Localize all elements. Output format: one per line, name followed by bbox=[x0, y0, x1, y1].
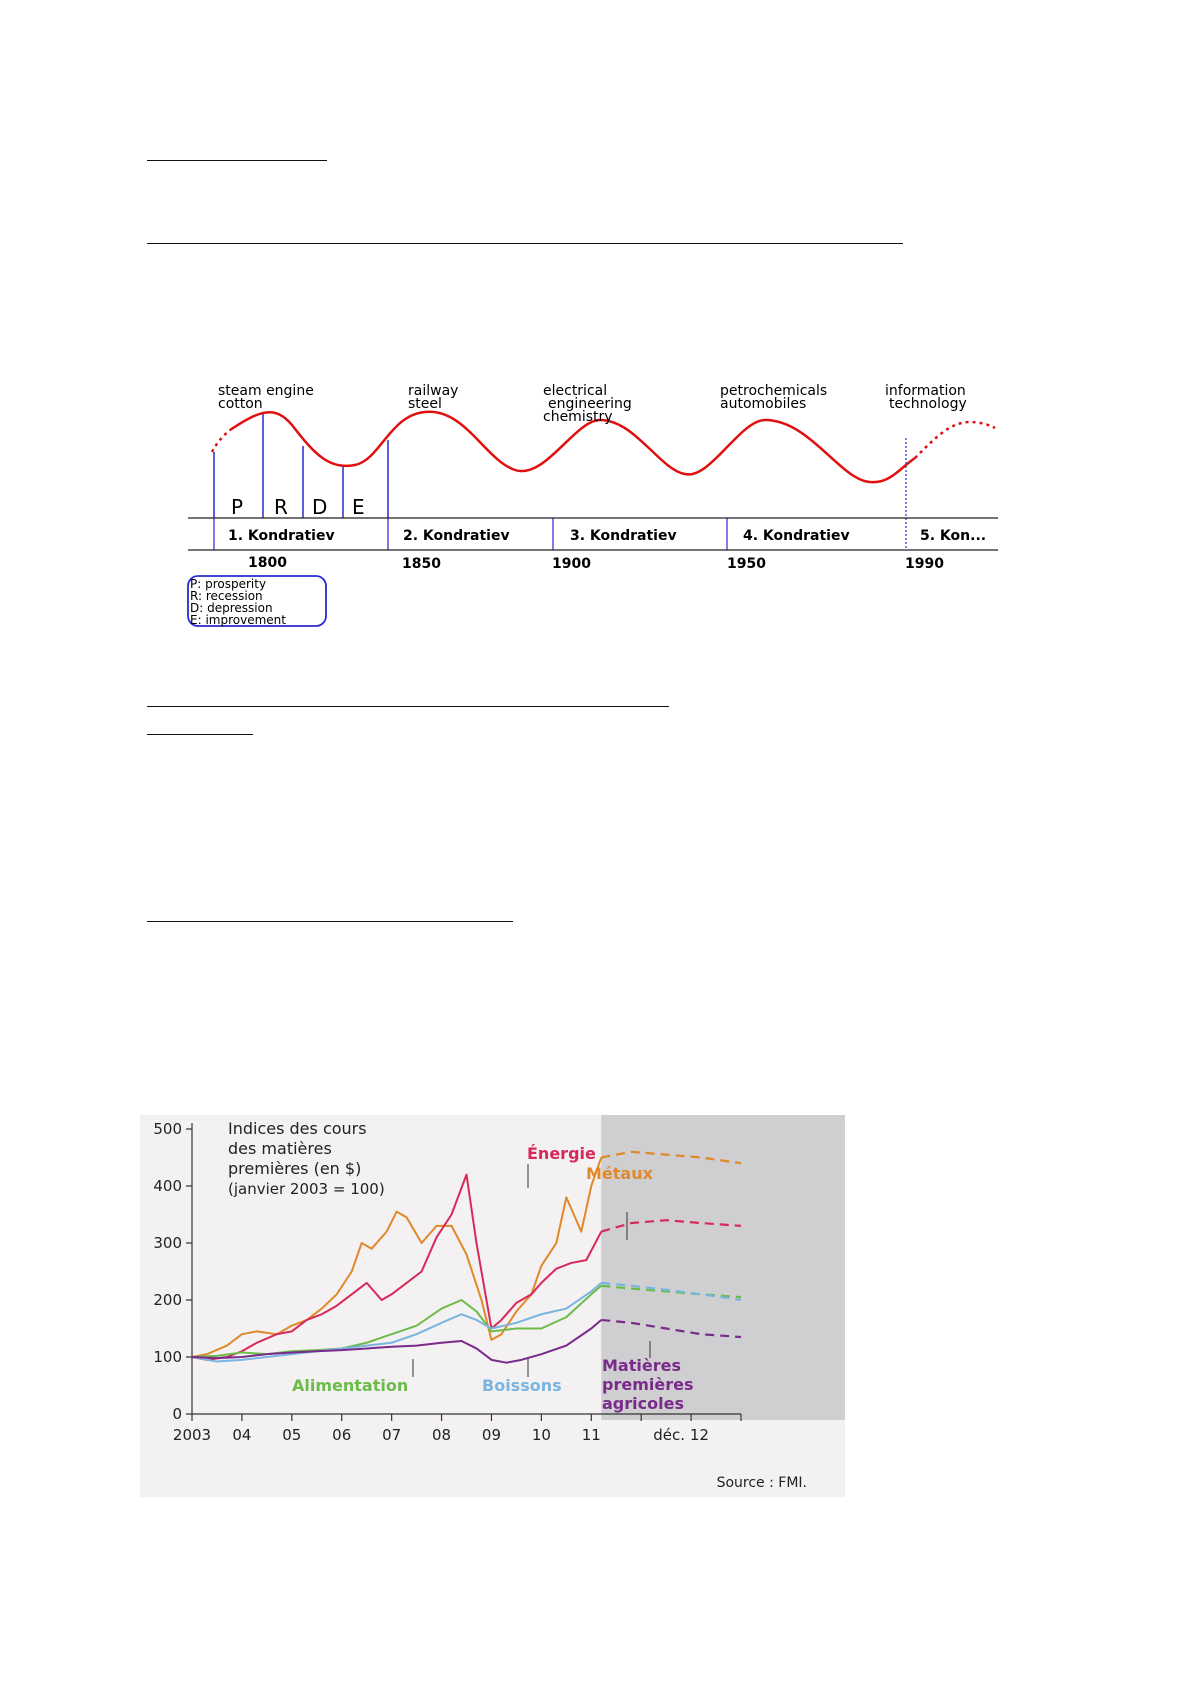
series-label-agricoles: premières bbox=[602, 1375, 694, 1394]
phase-letter-e: E bbox=[352, 495, 365, 519]
y-tick-label: 100 bbox=[153, 1348, 182, 1366]
y-tick-label: 200 bbox=[153, 1291, 182, 1309]
year-label: 1990 bbox=[905, 556, 944, 572]
heading-rule-4 bbox=[147, 734, 253, 735]
cycle-label: 4. Kondratiev bbox=[743, 528, 850, 544]
cycle-label: 3. Kondratiev bbox=[570, 528, 677, 544]
phase-legend-item: R: recession bbox=[190, 589, 263, 603]
kondratiev-wave-tail-dotted bbox=[915, 422, 995, 458]
series-label-agricoles: Matières bbox=[602, 1356, 681, 1375]
phase-letter-p: P bbox=[231, 495, 244, 519]
phase-letter-d: D bbox=[312, 495, 328, 519]
series-label-boissons: Boissons bbox=[482, 1376, 562, 1395]
phase-letter-r: R bbox=[274, 495, 288, 519]
y-tick-label: 500 bbox=[153, 1120, 182, 1138]
innovation-label: electrical bbox=[543, 383, 608, 399]
cycle-label: 5. Kon... bbox=[920, 528, 987, 544]
innovation-label: information bbox=[885, 383, 966, 399]
year-label: 1950 bbox=[727, 556, 766, 572]
chart-title-line: (janvier 2003 = 100) bbox=[228, 1180, 385, 1198]
series-label-agricoles: agricoles bbox=[602, 1394, 684, 1413]
commodity-price-chart bbox=[140, 1115, 845, 1497]
y-tick-label: 400 bbox=[153, 1177, 182, 1195]
heading-rule-1 bbox=[147, 160, 327, 161]
series-label-energie: Énergie bbox=[527, 1144, 596, 1163]
year-label: 1850 bbox=[402, 556, 441, 572]
chart-title-line: premières (en $) bbox=[228, 1159, 362, 1178]
innovation-label: chemistry bbox=[543, 409, 613, 425]
heading-rule-2 bbox=[147, 243, 903, 244]
heading-rule-5 bbox=[147, 921, 513, 922]
x-tick-label: 05 bbox=[282, 1426, 302, 1444]
innovation-label: technology bbox=[889, 396, 967, 412]
y-tick-label: 0 bbox=[172, 1405, 182, 1423]
innovation-label: petrochemicals bbox=[720, 383, 828, 399]
phase-legend-item: D: depression bbox=[190, 601, 273, 615]
x-tick-label: déc. 12 bbox=[653, 1426, 709, 1444]
x-tick-label: 2003 bbox=[172, 1426, 212, 1444]
year-label: 1800 bbox=[248, 555, 287, 571]
heading-rule-3 bbox=[147, 706, 669, 707]
chart-title-line: Indices des cours bbox=[228, 1119, 367, 1138]
innovation-label: cotton bbox=[218, 396, 263, 412]
x-tick-label: 10 bbox=[531, 1426, 551, 1444]
innovation-label: engineering bbox=[548, 396, 632, 412]
x-tick-label: 04 bbox=[232, 1426, 252, 1444]
kondratiev-wave-lead-dotted bbox=[212, 430, 230, 452]
x-tick-label: 11 bbox=[581, 1426, 601, 1444]
x-tick-label: 09 bbox=[481, 1426, 502, 1444]
phase-legend-item: P: prosperity bbox=[190, 577, 267, 591]
innovation-label: railway bbox=[408, 383, 459, 399]
year-label: 1900 bbox=[552, 556, 591, 572]
x-tick-label: 06 bbox=[332, 1426, 352, 1444]
innovation-label: steam engine bbox=[218, 383, 314, 399]
phase-legend-item: E: improvement bbox=[190, 613, 286, 627]
series-label-metaux: Métaux bbox=[586, 1164, 653, 1183]
x-tick-label: 07 bbox=[382, 1426, 402, 1444]
cycle-label: 2. Kondratiev bbox=[403, 528, 510, 544]
x-tick-label: 08 bbox=[431, 1426, 452, 1444]
innovation-label: automobiles bbox=[720, 396, 807, 412]
series-label-alimentation: Alimentation bbox=[292, 1376, 409, 1395]
chart-title-line: des matières bbox=[228, 1139, 332, 1158]
chart-source: Source : FMI. bbox=[716, 1475, 807, 1491]
innovation-label: steel bbox=[408, 396, 442, 412]
kondratiev-cycle-diagram bbox=[180, 370, 1020, 640]
cycle-label: 1. Kondratiev bbox=[228, 528, 335, 544]
y-tick-label: 300 bbox=[153, 1234, 182, 1252]
